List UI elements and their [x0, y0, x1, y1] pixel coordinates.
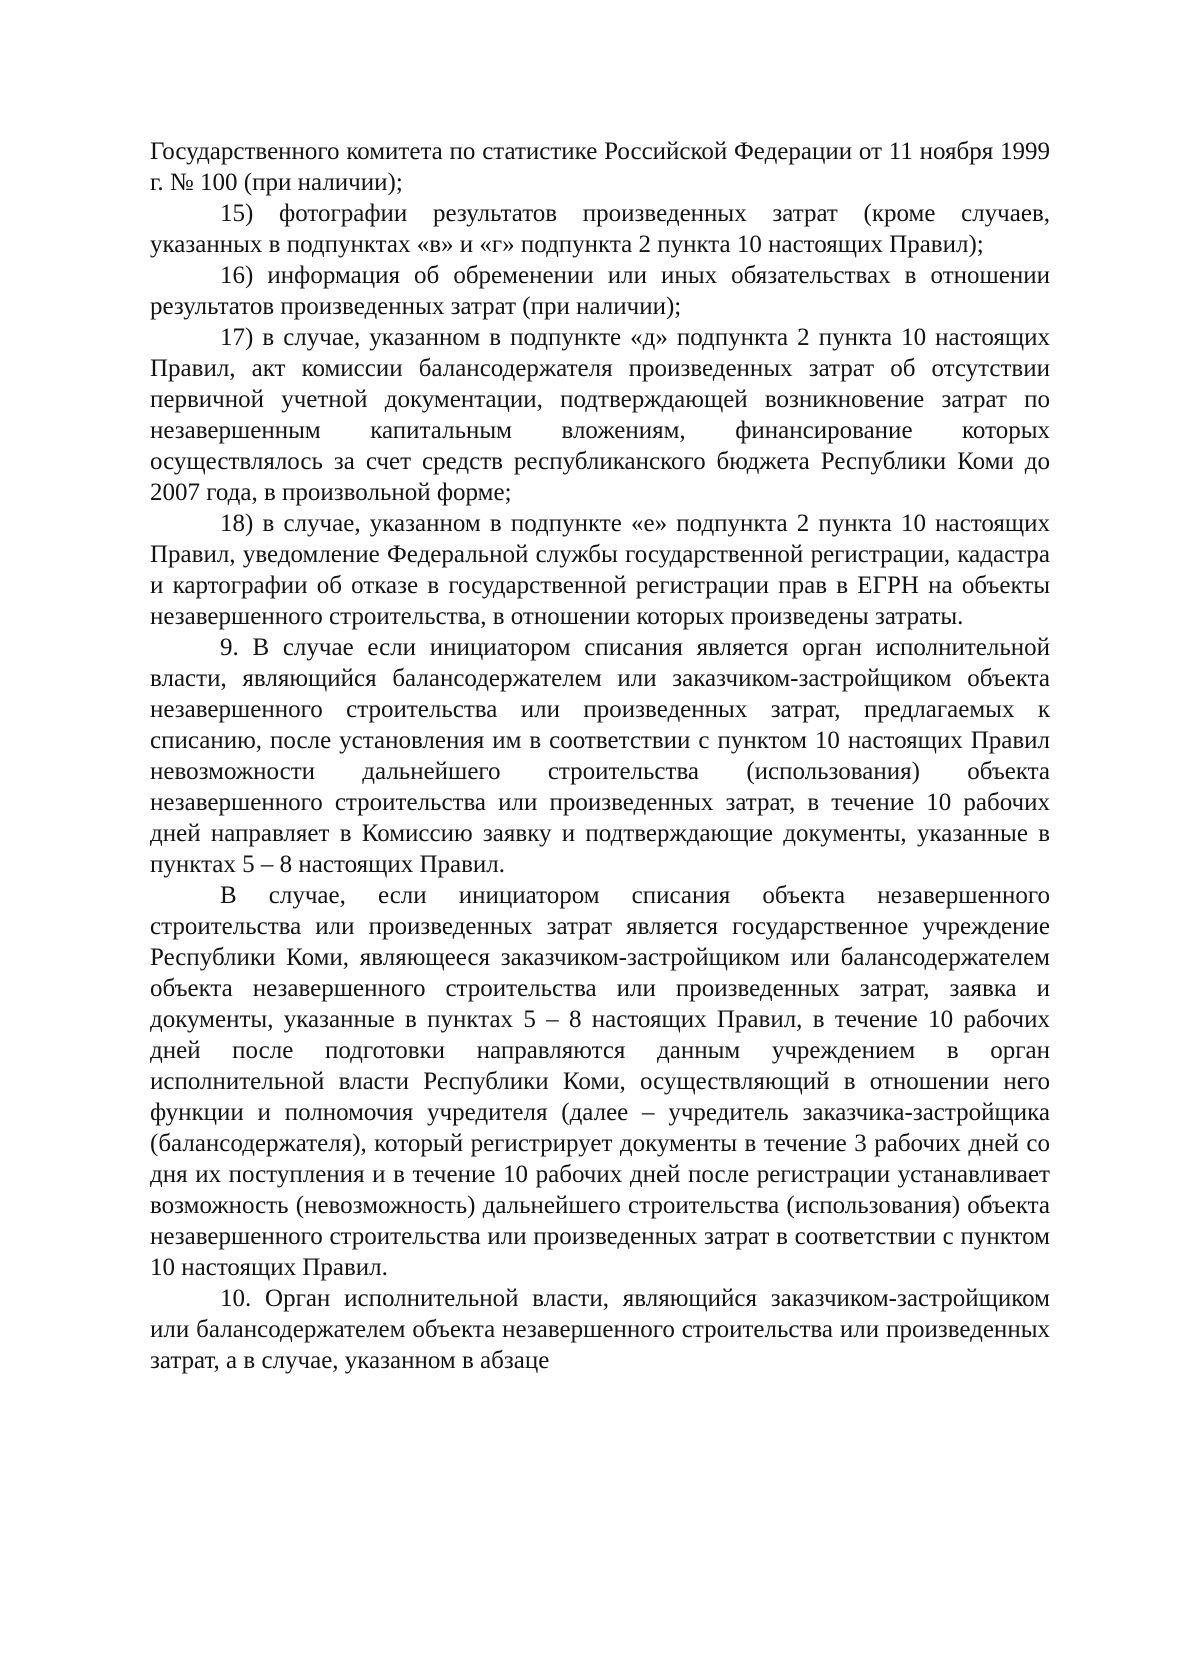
paragraph-item-15: 15) фотографии результатов произведенных затрат (кроме случаев, указанных в подпунктах «в» и «г» подпункта 2 пункта 10 настоящих Правил); [150, 200, 1050, 258]
document-body [150, 136, 1050, 1376]
paragraph-clause-9: 9. В случае если инициатором списания является орган исполнительной власти, являющийся балансодержателем или заказчиком-застройщиком объекта незавершенного строительства или произведенных затрат, предлагаемых к списанию, после установления им в соответствии с пунктом 10 настоящих Правил невозможности дальнейшего строительства (использования) объекта незавершенного строительства или произведенных затрат, в течение 10 рабочих дней направляет в Комиссию заявку и подтверждающие документы, указанные в пунктах 5 – 8 настоящих Правил. [150, 634, 1050, 878]
paragraph-item-18: 18) в случае, указанном в подпункте «е» подпункта 2 пункта 10 настоящих Правил, уведомление Федеральной службы государственной регистрации, кадастра и картографии об отказе в государственной регистрации прав в ЕГРН на объекты незавершенного строительства, в отношении которых произведены затраты. [150, 510, 1050, 630]
paragraph-item-16: 16) информация об обременении или иных обязательствах в отношении результатов произведенных затрат (при наличии); [150, 262, 1050, 320]
paragraph-clause-9-continued: В случае, если инициатором списания объекта незавершенного строительства или произведенных затрат является государственное учреждение Республики Коми, являющееся заказчиком-застройщиком или балансодержателем объекта незавершенного строительства или произведенных затрат, заявка и документы, указанные в пунктах 5 – 8 настоящих Правил, в течение 10 рабочих дней после подготовки направляются данным учреждением в орган исполнительной власти Республики Коми, осуществляющий в отношении него функции и полномочия учредителя (далее – учредитель заказчика-застройщика (балансодержателя), который регистрирует документы в течение 3 рабочих дней со дня их поступления и в течение 10 рабочих дней после регистрации устанавливает возможность (невозможность) дальнейшего строительства (использования) объекта незавершенного строительства или произведенных затрат в соответствии с пунктом 10 настоящих Правил. [150, 882, 1050, 1281]
paragraph-statistics-reference: Государственного комитета по статистике Российской Федерации от 11 ноября 1999 г. № 100 (при наличии); [150, 138, 1050, 196]
paragraph-clause-10: 10. Орган исполнительной власти, являющийся заказчиком-застройщиком или балансодержателем объекта незавершенного строительства или произведенных затрат, а в случае, указанном в абзаце [150, 1285, 1050, 1374]
paragraph-item-17: 17) в случае, указанном в подпункте «д» подпункта 2 пункта 10 настоящих Правил, акт комиссии балансодержателя произведенных затрат об отсутствии первичной учетной документации, подтверждающей возникновение затрат по незавершенным капитальным вложениям, финансирование которых осуществлялось за счет средств республиканского бюджета Республики Коми до 2007 года, в произвольной форме; [150, 324, 1050, 506]
